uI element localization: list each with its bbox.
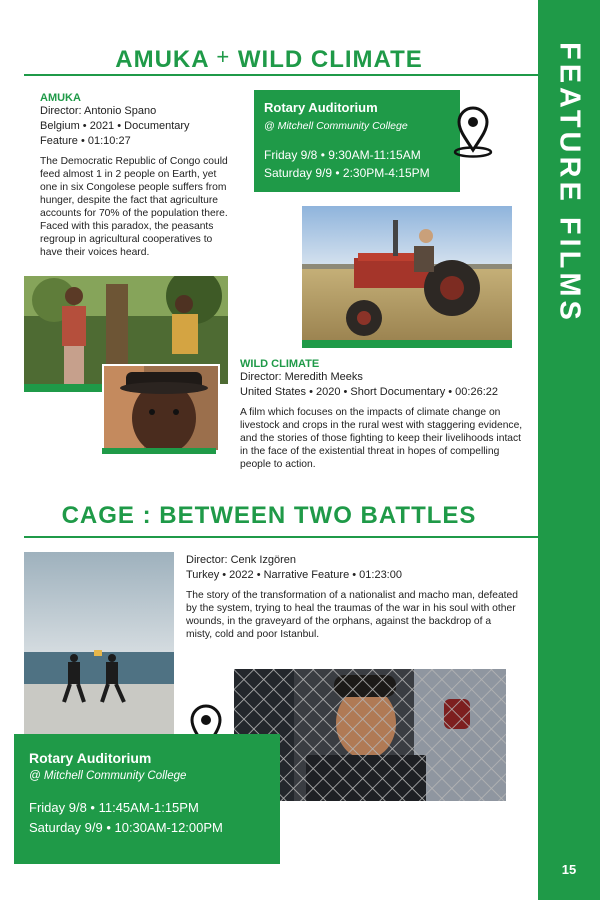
section2-title: CAGE : BETWEEN TWO BATTLES [61, 502, 477, 529]
venue2-time1: Friday 9/8 • 11:45AM-1:15PM [29, 800, 199, 815]
wild-climate-director: Director: Meredith Meeks [240, 371, 363, 383]
wild-climate-photo-bar [302, 340, 512, 348]
section1-rule [24, 74, 538, 76]
venue2-name: Rotary Auditorium [29, 750, 152, 766]
wild-climate-meta: United States • 2020 • Short Documentary • 00:26:22 [240, 386, 498, 398]
venue1-time1: Friday 9/8 • 9:30AM-11:15AM [264, 148, 421, 162]
venue2-sub: @ Mitchell Community College [29, 770, 187, 782]
cage-info [186, 553, 526, 641]
venue-box-2 [14, 734, 280, 864]
venue2-time2: Saturday 9/9 • 10:30AM-12:00PM [29, 820, 223, 835]
wild-climate-photo [302, 206, 512, 340]
amuka-photo-bar-2 [102, 448, 216, 454]
venue1-name: Rotary Auditorium [264, 100, 378, 115]
amuka-director: Director: Antonio Spano [40, 105, 157, 117]
amuka-photo-bar-1 [24, 384, 104, 392]
amuka-description: The Democratic Republic of Congo could feed almost 1 in 2 people on Earth, yet one in six Congolese people suffers from hunger, despite the fact that agriculture accounts for 70% of the population there. Faced with this paradox, the peasants regroup in agricultural cooperatives to have their voices heard. [40, 156, 228, 258]
sidebar-title: FEATURE FILMS [553, 42, 586, 324]
amuka-name: AMUKA [40, 92, 81, 104]
section2-rule [24, 536, 538, 538]
venue-box-1 [254, 90, 460, 192]
page-number: 15 [561, 862, 577, 877]
cage-photo-1 [24, 552, 174, 734]
amuka-meta2: Feature • 01:10:27 [40, 135, 131, 147]
section1-title-plus: + [216, 44, 231, 69]
wild-climate-info [240, 358, 532, 471]
amuka-photo-2 [102, 364, 220, 452]
amuka-info [40, 92, 240, 259]
cage-director: Director: Cenk Izgören [186, 554, 297, 566]
section1-title-left: AMUKA [115, 46, 209, 73]
sidebar [538, 0, 600, 900]
amuka-meta1: Belgium • 2021 • Documentary [40, 120, 190, 132]
wild-climate-name: WILD CLIMATE [240, 358, 320, 370]
section1-title-right: WILD CLIMATE [237, 46, 423, 73]
section1-title [0, 44, 538, 74]
location-pin-icon [451, 104, 495, 158]
cage-meta: Turkey • 2022 • Narrative Feature • 01:23:00 [186, 569, 402, 581]
cage-description: The story of the transformation of a nationalist and macho man, defeated by the system, trying to heal the traumas of the war in his soul with other wounds, in the graveyard of the orphans, against the backdrop of a misty, cold and poor Istanbul. [186, 590, 518, 640]
wild-climate-description: A film which focuses on the impacts of climate change on livestock and crops in the rural west with staggering evidence, and the stories of those fighting to keep their livelihoods intact in the face of the existential threat in hopes of compelling people to action. [240, 407, 523, 470]
venue1-time2: Saturday 9/9 • 2:30PM-4:15PM [264, 166, 430, 180]
venue1-sub: @ Mitchell Community College [264, 120, 408, 132]
